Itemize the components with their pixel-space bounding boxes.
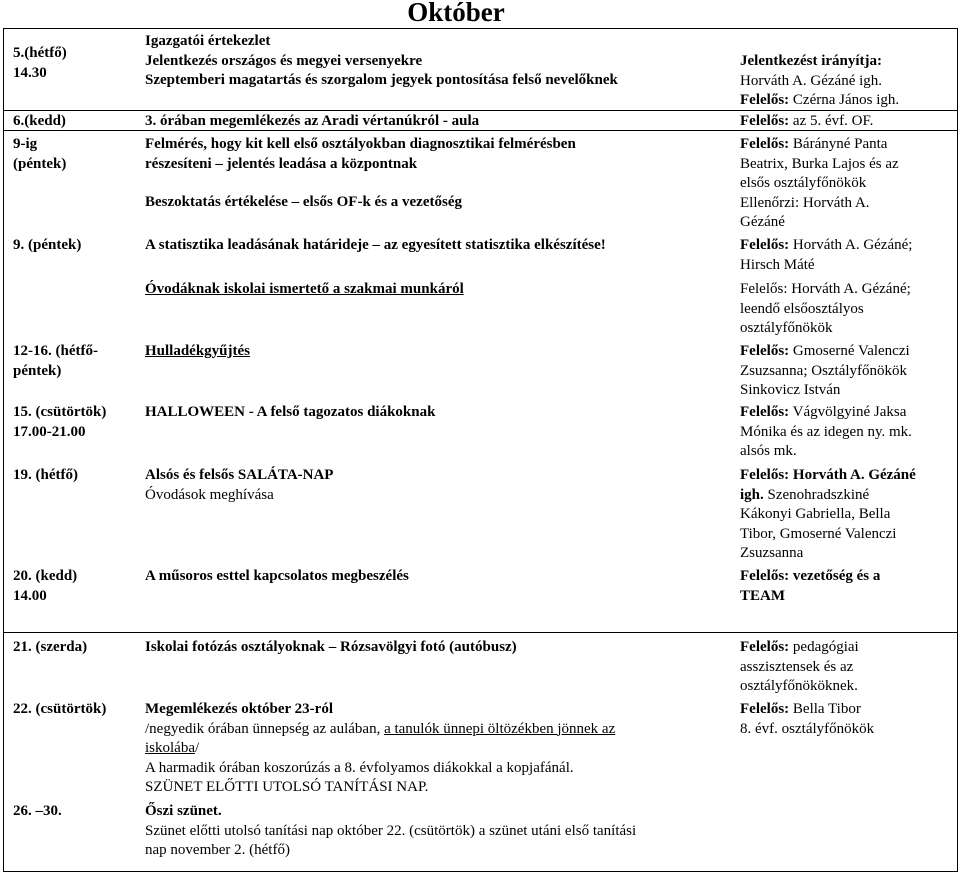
- table-top-border: [3, 28, 958, 29]
- event-cell: Óvodáknak iskolai ismertető a szakmai munkáról: [145, 281, 464, 297]
- event-cell: A statisztika leadásának határideje – az egyesített statisztika elkészítése!: [145, 237, 606, 253]
- date-cell: 20. (kedd) 14.00: [13, 568, 78, 604]
- event-cell: Hulladékgyűjtés: [145, 343, 251, 359]
- responsible-cell: Felelős: pedagógiai asszisztensek és az osztályfőnököknek.: [740, 639, 859, 694]
- date-cell: 9. (péntek): [13, 237, 82, 253]
- date-cell: 26. –30.: [13, 803, 62, 819]
- responsible-cell: Felelős: Bárányné Panta Beatrix, Burka Lajos és az elsős osztályfőnökök Ellenőrzi: Horváth A. Gézáné: [740, 136, 899, 230]
- responsible-cell: Felelős: Horváth A. Gézáné igh. Szenohradszkiné Kákonyi Gabriella, Bella Tibor, Gmoserné Valenczi Zsuzsanna: [740, 467, 916, 561]
- table-left-border: [3, 28, 4, 872]
- page-title: Október: [407, 0, 505, 27]
- responsible-cell: Felelős: az 5. évf. OF.: [740, 113, 874, 129]
- table-right-border: [957, 28, 958, 872]
- event-cell: Iskolai fotózás osztályoknak – Rózsavölgyi fotó (autóbusz): [145, 639, 517, 655]
- event-cell: Megemlékezés október 23-ról /negyedik órában ünnepség az aulában, a tanulók ünnepi öltözékben jönnek az iskolába/ A harmadik órában koszorúzás a 8. évfolyamos diákokkal a kopjafánál. SZÜNET ELŐTTI UTOLSÓ TANÍTÁSI NAP.: [145, 701, 616, 795]
- responsible-cell: Felelős: Bella Tibor 8. évf. osztályfőnökök: [740, 701, 875, 737]
- event-cell: Igazgatói értekezlet Jelentkezés országos és megyei versenyekre Szeptemberi magatartás és szorgalom jegyek pontosítása felső nevelőknek: [145, 33, 618, 88]
- event-cell: HALLOWEEN - A felső tagozatos diákoknak: [145, 404, 436, 420]
- table-bottom-border: [3, 871, 958, 872]
- date-cell: 6.(kedd): [13, 113, 66, 129]
- responsible-cell: Felelős: Horváth A. Gézáné; Hirsch Máté: [740, 237, 913, 273]
- date-cell: 19. (hétfő): [13, 467, 78, 483]
- event-cell: 3. órában megemlékezés az Aradi vértanúkról - aula: [145, 113, 480, 129]
- event-cell: Felmérés, hogy kit kell első osztályokban diagnosztikai felmérésben részesíteni – jelentés leadása a központnak Beszoktatás értékelése – elsős OF-k és a vezetőség: [145, 136, 576, 210]
- date-cell: 9-ig (péntek): [13, 136, 67, 172]
- event-cell: Alsós és felsős SALÁTA-NAP Óvodások meghívása: [145, 467, 334, 503]
- responsible-cell: Felelős: Gmoserné Valenczi Zsuzsanna; Osztályfőnökök Sinkovicz István: [740, 343, 910, 398]
- event-cell: Őszi szünet. Szünet előtti utolsó tanítási nap október 22. (csütörtök) a szünet utáni első tanítási nap november 2. (hétfő): [145, 803, 637, 858]
- responsible-cell: Felelős: vezetőség és a TEAM: [740, 568, 881, 604]
- responsible-cell: Felelős: Horváth A. Gézáné; leendő elsőosztályos osztályfőnökök: [740, 281, 911, 336]
- date-cell: 21. (szerda): [13, 639, 88, 655]
- event-cell: A műsoros esttel kapcsolatos megbeszélés: [145, 568, 409, 584]
- responsible-cell: Felelős: Vágvölgyiné Jaksa Mónika és az idegen ny. mk. alsós mk.: [740, 404, 912, 459]
- row-divider: [3, 632, 958, 633]
- responsible-cell: Jelentkezést irányítja: Horváth A. Gézáné igh. Felelős: Czérna János igh.: [740, 53, 900, 108]
- date-cell: 5.(hétfő) 14.30: [13, 45, 67, 81]
- date-cell: 12-16. (hétfő- péntek): [13, 343, 98, 379]
- date-cell: 22. (csütörtök): [13, 701, 107, 717]
- date-cell: 15. (csütörtök) 17.00-21.00: [13, 404, 107, 440]
